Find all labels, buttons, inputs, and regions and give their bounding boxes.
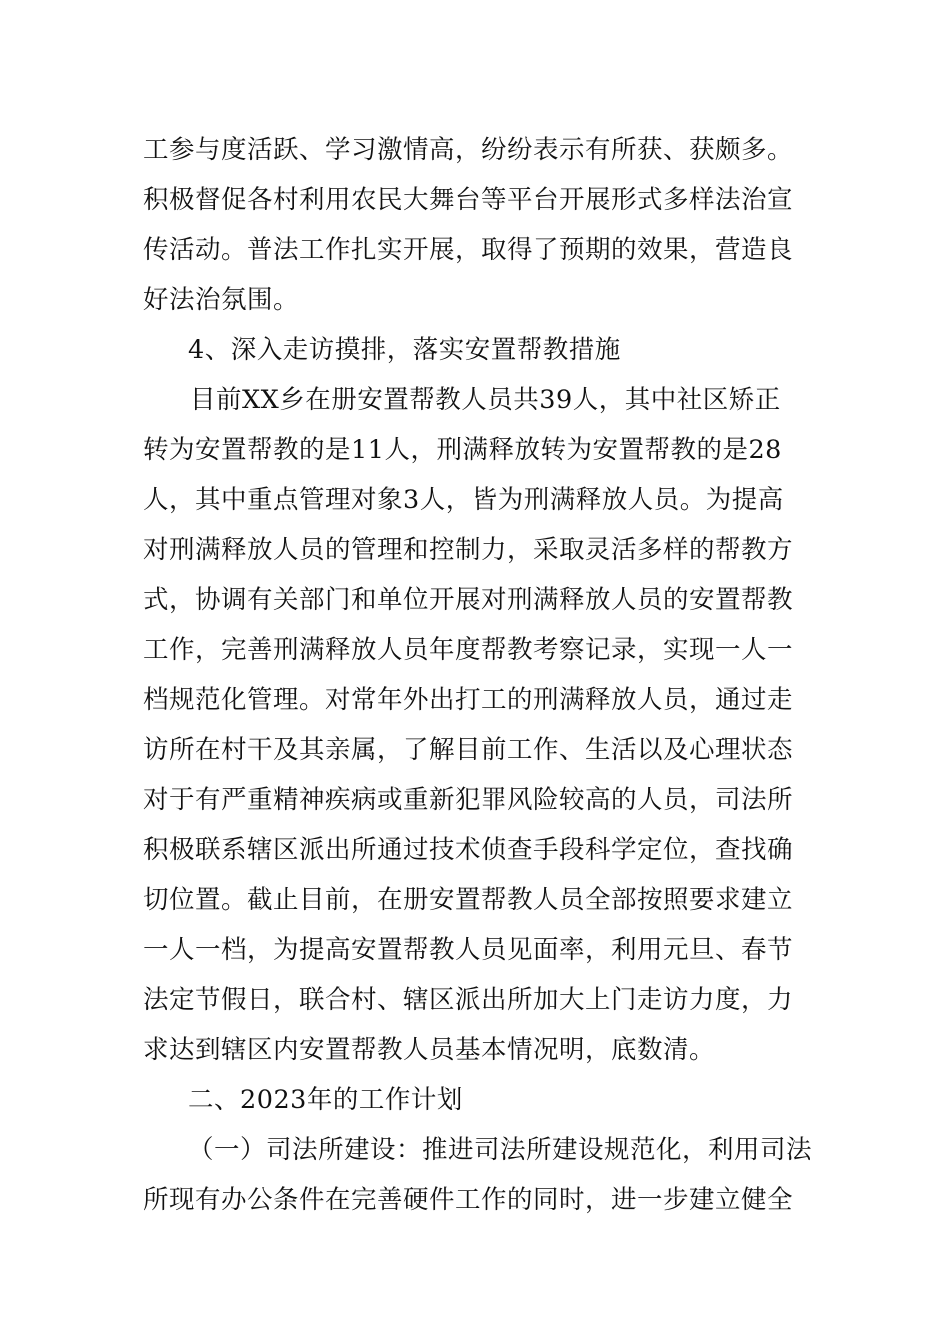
section-heading: 4、深入走访摸排，落实安置帮教措施: [188, 335, 621, 365]
paragraph-line: （一）司法所建设：推进司法所建设规范化，利用司法: [188, 1135, 813, 1165]
paragraph-line: 目前XX乡在册安置帮教人员共39人，其中社区矫正: [190, 385, 781, 415]
paragraph-line: 积极联系辖区派出所通过技术侦查手段科学定位，查找确: [143, 835, 794, 865]
paragraph-line: 工参与度活跃、学习激情高，纷纷表示有所获、获颇多。: [143, 135, 794, 165]
paragraph-line: 对于有严重精神疾病或重新犯罪风险较高的人员，司法所: [143, 785, 794, 815]
section-heading: 二、2023年的工作计划: [188, 1085, 463, 1115]
paragraph-line: 积极督促各村利用农民大舞台等平台开展形式多样法治宣: [143, 185, 794, 215]
paragraph-line: 对刑满释放人员的管理和控制力，采取灵活多样的帮教方: [143, 535, 794, 565]
paragraph-line: 所现有办公条件在完善硬件工作的同时，进一步建立健全: [143, 1185, 794, 1215]
paragraph-line: 求达到辖区内安置帮教人员基本情况明，底数清。: [143, 1035, 716, 1065]
paragraph-line: 人，其中重点管理对象3人，皆为刑满释放人员。为提高: [143, 485, 784, 515]
paragraph-line: 式，协调有关部门和单位开展对刑满释放人员的安置帮教: [143, 585, 794, 615]
paragraph-line: 转为安置帮教的是11人，刑满释放转为安置帮教的是28: [143, 435, 782, 465]
paragraph-line: 一人一档，为提高安置帮教人员见面率，利用元旦、春节: [143, 935, 794, 965]
paragraph-line: 传活动。普法工作扎实开展，取得了预期的效果，营造良: [143, 235, 794, 265]
paragraph-line: 工作，完善刑满释放人员年度帮教考察记录，实现一人一: [143, 635, 794, 665]
paragraph-line: 法定节假日，联合村、辖区派出所加大上门走访力度，力: [143, 985, 794, 1015]
paragraph-line: 好法治氛围。: [143, 285, 300, 315]
paragraph-line: 档规范化管理。对常年外出打工的刑满释放人员，通过走: [143, 685, 794, 715]
paragraph-line: 切位置。截止目前，在册安置帮教人员全部按照要求建立: [143, 885, 794, 915]
paragraph-line: 访所在村干及其亲属，了解目前工作、生活以及心理状态: [143, 735, 794, 765]
